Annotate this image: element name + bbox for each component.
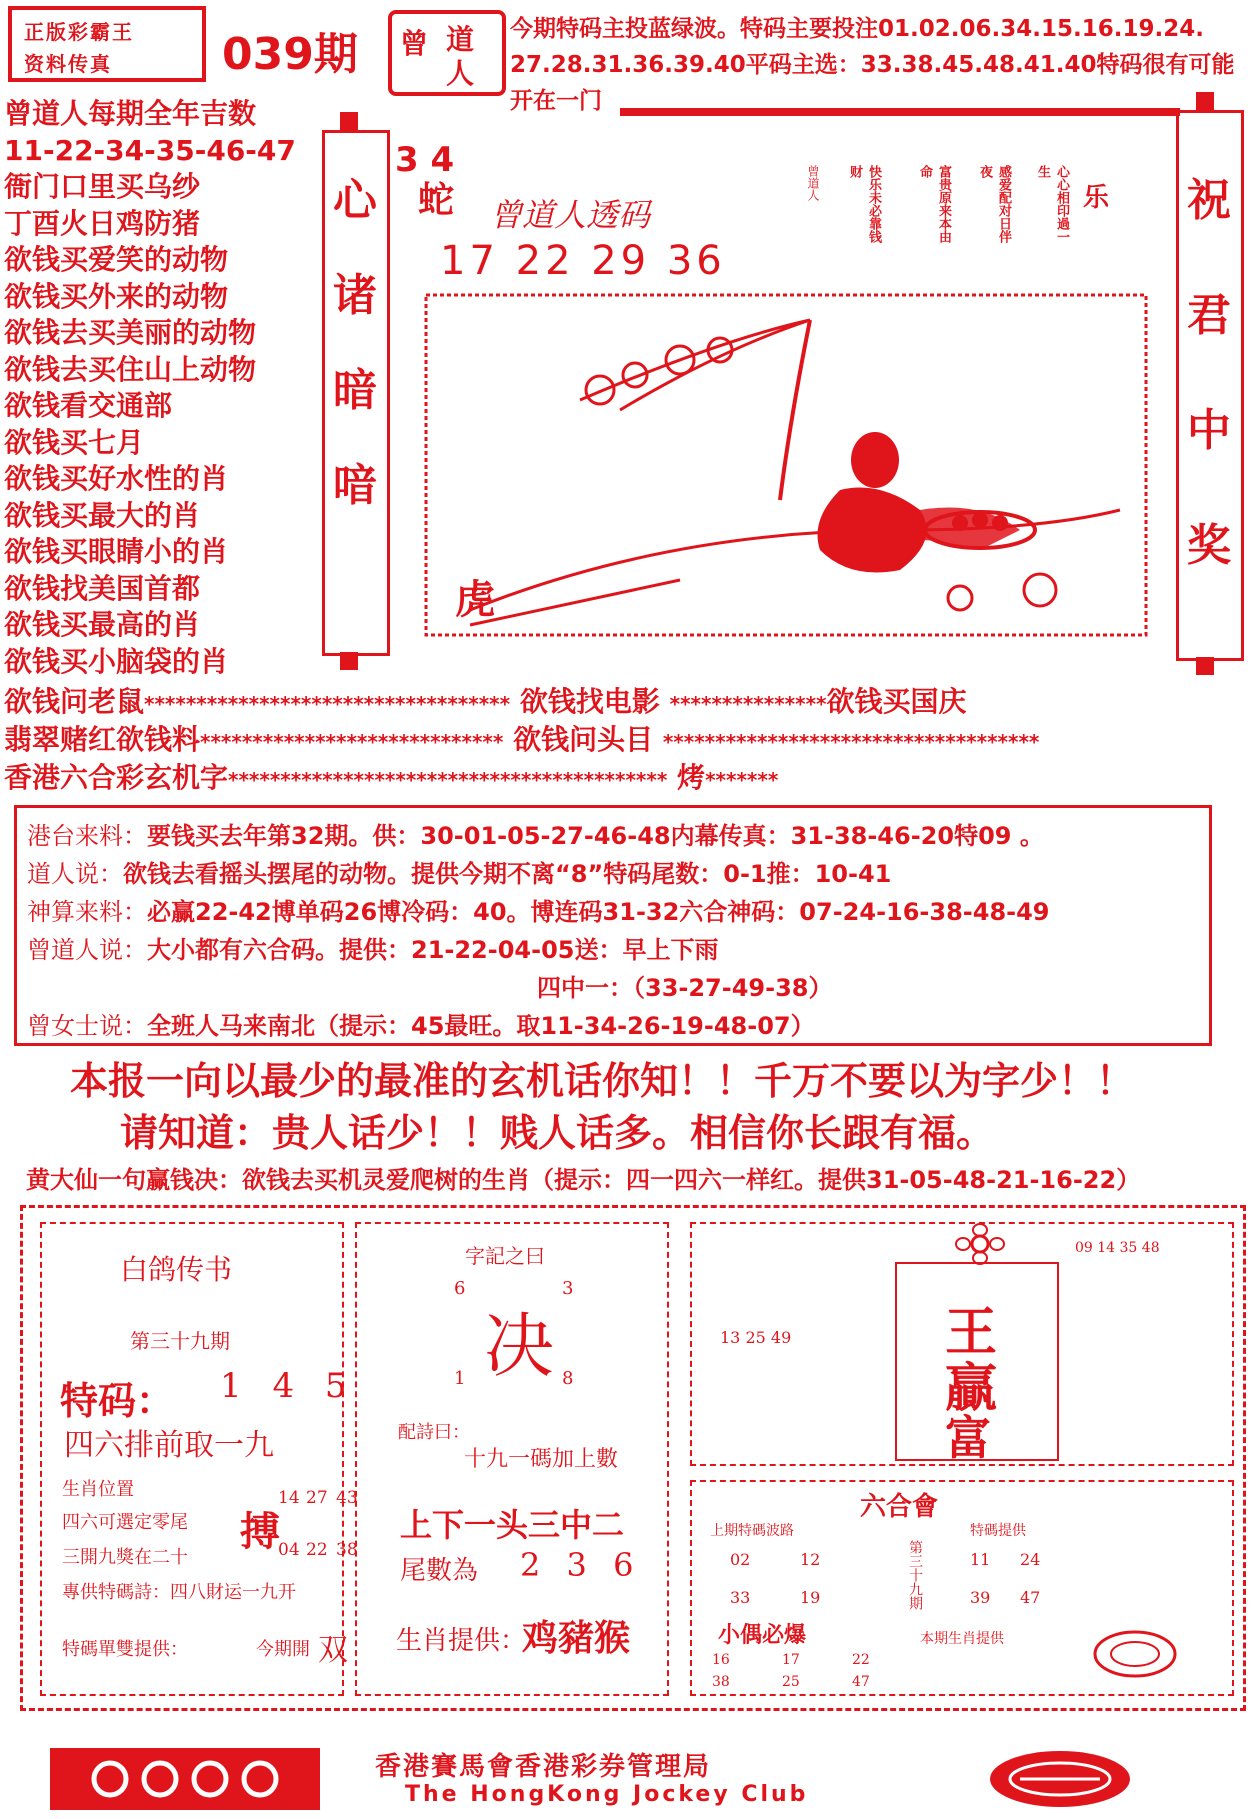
left-list — [4, 96, 296, 680]
asterisk-lead: 欲钱问老鼠 — [4, 685, 145, 718]
top-line-3: 开在一门 — [510, 88, 602, 114]
liuhe-title: 六合會 — [860, 1492, 939, 1522]
line-46b: 四六可選定零尾 — [62, 1512, 188, 1533]
list-item: 欲钱买爱笑的动物 — [4, 243, 229, 276]
badge-icon — [1090, 1628, 1180, 1680]
top-line-1: 今期特码主投蓝绿波。特码主要投注01.02.06.34.15.16.19.24. — [510, 16, 1204, 42]
header-logo — [8, 6, 206, 82]
bottom-num: 22 — [852, 1652, 870, 1668]
xiaoou: 小偶必爆 — [718, 1622, 807, 1648]
num-cell: 33 — [730, 1588, 751, 1607]
pic-numbers: 17 22 29 36 — [440, 238, 726, 284]
info-label: 曾女士说： — [27, 1012, 147, 1040]
top-bar — [620, 108, 1180, 116]
right-top-nums: 09 14 35 48 — [1075, 1240, 1160, 1256]
list-item: 欲钱去买美丽的动物 — [4, 316, 257, 349]
poem-label: 配詩曰： — [398, 1422, 470, 1443]
tema-value: 1 4 5 — [220, 1366, 357, 1406]
seal-char: 曾 — [400, 27, 429, 60]
scroll-char: 暗 — [333, 365, 377, 416]
bottom-num: 16 — [712, 1652, 730, 1668]
poem-col: 感爱配对日伴夜 — [977, 165, 1011, 243]
pic-top-numbers: 3 4 — [395, 140, 455, 180]
scroll-char: 诸 — [333, 270, 377, 321]
list-item: 欲钱买外来的动物 — [4, 279, 229, 313]
list-item: 曾道人每期全年吉数 — [4, 97, 257, 130]
info-label: 曾道人说： — [27, 936, 147, 964]
bai-he-title: 白鸽传书 — [120, 1253, 233, 1286]
footer-org-en: The HongKong Jockey Club — [405, 1782, 809, 1807]
grid-num: 38 — [336, 1540, 358, 1560]
jue-char: 决 — [484, 1305, 554, 1387]
seal-char: 人 — [446, 57, 475, 90]
pic-illustration — [420, 280, 1160, 640]
scroll-cap — [340, 652, 358, 670]
num-cell: 19 — [800, 1588, 821, 1607]
mid-nums1: 13 25 49 — [720, 1328, 792, 1347]
poem-col: 曾道人 — [806, 165, 820, 201]
scroll-left — [322, 130, 390, 656]
grid-num: 04 — [278, 1540, 300, 1560]
seal-char: 道 — [446, 23, 475, 56]
list-item: 欲钱看交通部 — [4, 389, 173, 422]
asterisk-line-1 — [4, 680, 967, 720]
pic-poem — [805, 165, 1135, 255]
line-danshuang: 特碼單雙提供： — [62, 1639, 188, 1660]
info-text: 大小都有六合码。提供：21-22-04-05送：早上下雨 — [147, 936, 719, 964]
scroll-char: 心 — [333, 175, 377, 226]
scroll-right — [1176, 110, 1244, 661]
asterisk-stars: *********************************** — [144, 692, 511, 716]
list-item: 衙门口里买乌纱 — [4, 170, 201, 203]
pic-title: 曾道人透码 — [490, 196, 651, 234]
bottom-num: 38 — [712, 1674, 730, 1690]
list-item: 欲钱买七月 — [4, 425, 145, 459]
info-box — [14, 805, 1212, 1046]
grid-num: 22 — [306, 1540, 328, 1560]
list-item: 丁酉火日鸡防猪 — [4, 206, 201, 240]
poem: 十九一碼加上數 — [464, 1447, 619, 1472]
tema-label: 特码： — [60, 1378, 175, 1423]
scroll-char: 祝 — [1187, 175, 1231, 226]
info-text: 全班人马来南北（提示：45最旺。取11-34-26-19-48-07） — [147, 1012, 815, 1040]
asterisk-mid: 欲钱问头目 — [513, 723, 654, 756]
num-cell: 02 — [730, 1550, 751, 1569]
bottom-num: 17 — [782, 1652, 800, 1668]
asterisk-stars: ******* — [705, 768, 779, 792]
logo-line1: 正版彩霸王 — [24, 20, 134, 44]
scroll-cap — [340, 112, 358, 130]
poem-col: 快乐未必靠钱财 — [847, 165, 881, 243]
scroll-cap — [1196, 92, 1214, 110]
wang-char: 富 — [945, 1411, 991, 1465]
line-39: 三開九獎在二十 — [62, 1547, 188, 1568]
offer-num: 39 — [970, 1588, 991, 1607]
info-line — [27, 854, 891, 889]
scroll-char: 喑 — [333, 460, 377, 511]
scroll-char: 中 — [1187, 405, 1231, 456]
jue-num: 3 — [562, 1278, 574, 1299]
asterisk-line-3 — [4, 756, 778, 796]
shengxiao: 鸡豬猴 — [522, 1617, 631, 1659]
slogan-2: 请知道：贵人话少！！贱人话多。相信你长跟有福。 — [120, 1110, 995, 1155]
bo-label: 上期特碼波路 — [710, 1523, 794, 1539]
list-item: 欲钱买最大的肖 — [4, 498, 201, 532]
info-line — [27, 892, 1050, 927]
asterisk-lead: 翡翠赌红欲钱料 — [4, 723, 201, 756]
zodiac-pos: 生肖位置 — [62, 1479, 134, 1500]
shengxiao-offer: 本期生肖提供 — [920, 1631, 1004, 1647]
footer-org-cn: 香港賽馬會香港彩券管理局 — [375, 1752, 712, 1782]
line-special: 專供特碼詩：四八財运一九开 — [62, 1582, 296, 1603]
list-item: 欲钱买小脑袋的肖 — [4, 644, 229, 678]
pic-zodiac-top: 蛇 — [418, 180, 455, 221]
period-open: 今期開 — [256, 1639, 310, 1660]
offer-num: 47 — [1020, 1588, 1041, 1607]
asterisk-mid: 欲钱找电影 — [519, 685, 660, 718]
logo-line2: 资料传真 — [24, 52, 112, 76]
period-label: 第三十九期 — [130, 1329, 230, 1353]
jue-num: 8 — [562, 1368, 574, 1389]
jue-num: 6 — [454, 1278, 466, 1299]
info-text: 欲钱去看摇头摆尾的动物。提供今期不离“8”特码尾数：0-1推：10-41 — [123, 860, 892, 888]
poem-col: 乐 — [1083, 183, 1110, 213]
scroll-cap — [1196, 657, 1214, 675]
grid-num: 27 — [306, 1488, 328, 1508]
list-item: 欲钱找美国首都 — [4, 571, 201, 605]
issue-number: 039期 — [222, 29, 358, 80]
asterisk-tail: 欲钱买国庆 — [826, 685, 967, 718]
flower-icon — [945, 1222, 1015, 1267]
info-label: 道人说： — [27, 860, 123, 888]
list-item: 欲钱去买住山上动物 — [4, 352, 257, 386]
info-line — [27, 1006, 815, 1041]
info-text: 要钱买去年第32期。供：30-01-05-27-46-48内幕传真：31-38-46-20特09 。 — [147, 822, 1044, 850]
asterisk-stars: ************************************ — [662, 730, 1040, 754]
danshuang-value: 双 — [318, 1633, 348, 1668]
grid-num: 43 — [336, 1488, 358, 1508]
info-line — [537, 968, 832, 1003]
top-line-2: 27.28.31.36.39.40平码主选：33.38.45.48.41.40特码很有可能 — [510, 52, 1235, 78]
list-item: 欲钱买好水性的肖 — [4, 462, 229, 495]
asterisk-line-2 — [4, 718, 1039, 758]
asterisk-stars: *************** — [669, 692, 827, 716]
weishu-label: 尾數為 — [400, 1556, 479, 1586]
huang-line: 黄大仙一句赢钱决：欲钱去买机灵爱爬树的生肖（提示：四一四六一样红。提供31-05-48-21-16-22） — [26, 1166, 1141, 1194]
info-line — [27, 930, 718, 965]
info-text: 四中一：（33-27-49-38） — [537, 974, 833, 1002]
line-46: 四六排前取一九 — [64, 1428, 274, 1463]
asterisk-stars: ***************************** — [200, 730, 504, 754]
info-line — [27, 816, 1044, 851]
liuhe-period: 第三十九期 — [907, 1540, 923, 1610]
asterisk-stars: ****************************************** — [228, 768, 668, 792]
pic-zodiac-bottom: 虎 — [455, 577, 495, 623]
bottom-num: 25 — [782, 1674, 800, 1690]
poem-col: 富贵原来本由命 — [917, 165, 951, 243]
info-label: 神算来料： — [27, 898, 147, 926]
wang-char: 贏 — [945, 1358, 998, 1419]
grid-num: 14 — [278, 1488, 300, 1508]
bottom-num: 47 — [852, 1674, 870, 1690]
list-item: 11-22-34-35-46-47 — [4, 133, 296, 167]
num-cell: 12 — [800, 1550, 821, 1569]
zi-ji: 字記之曰 — [465, 1244, 545, 1268]
info-label: 港台来料： — [27, 822, 147, 850]
bo-char: 搏 — [240, 1508, 280, 1555]
scroll-char: 君 — [1187, 290, 1231, 341]
offer-num: 24 — [1020, 1550, 1041, 1569]
info-text: 必赢22-42博单码26博冷码：40。博连码31-32六合神码：07-24-16-38-48-49 — [147, 898, 1050, 926]
offer-num: 11 — [970, 1550, 991, 1569]
slogan-1: 本报一向以最少的最准的玄机话你知！！千万不要以为字少！！ — [70, 1058, 1135, 1103]
list-item: 欲钱买眼睛小的肖 — [4, 535, 229, 568]
scroll-char: 奖 — [1187, 520, 1231, 571]
poem-col: 心心相印過一生 — [1035, 165, 1069, 243]
jue-num: 1 — [454, 1368, 466, 1389]
asterisk-lead: 香港六合彩玄机字 — [4, 761, 229, 794]
wang-char: 王 — [945, 1302, 998, 1363]
seal-logo — [388, 10, 506, 96]
footer-right-emblem — [985, 1746, 1135, 1812]
shengxiao-label: 生肖提供： — [396, 1626, 527, 1656]
weishu: 2 3 6 — [520, 1546, 642, 1584]
tema-offer: 特碼提供 — [970, 1523, 1026, 1539]
asterisk-mid: 烤 — [677, 761, 706, 794]
cloud-icon — [70, 1752, 300, 1806]
shangxia: 上下一头三中二 — [400, 1506, 625, 1544]
list-item: 欲钱买最高的肖 — [4, 608, 201, 641]
